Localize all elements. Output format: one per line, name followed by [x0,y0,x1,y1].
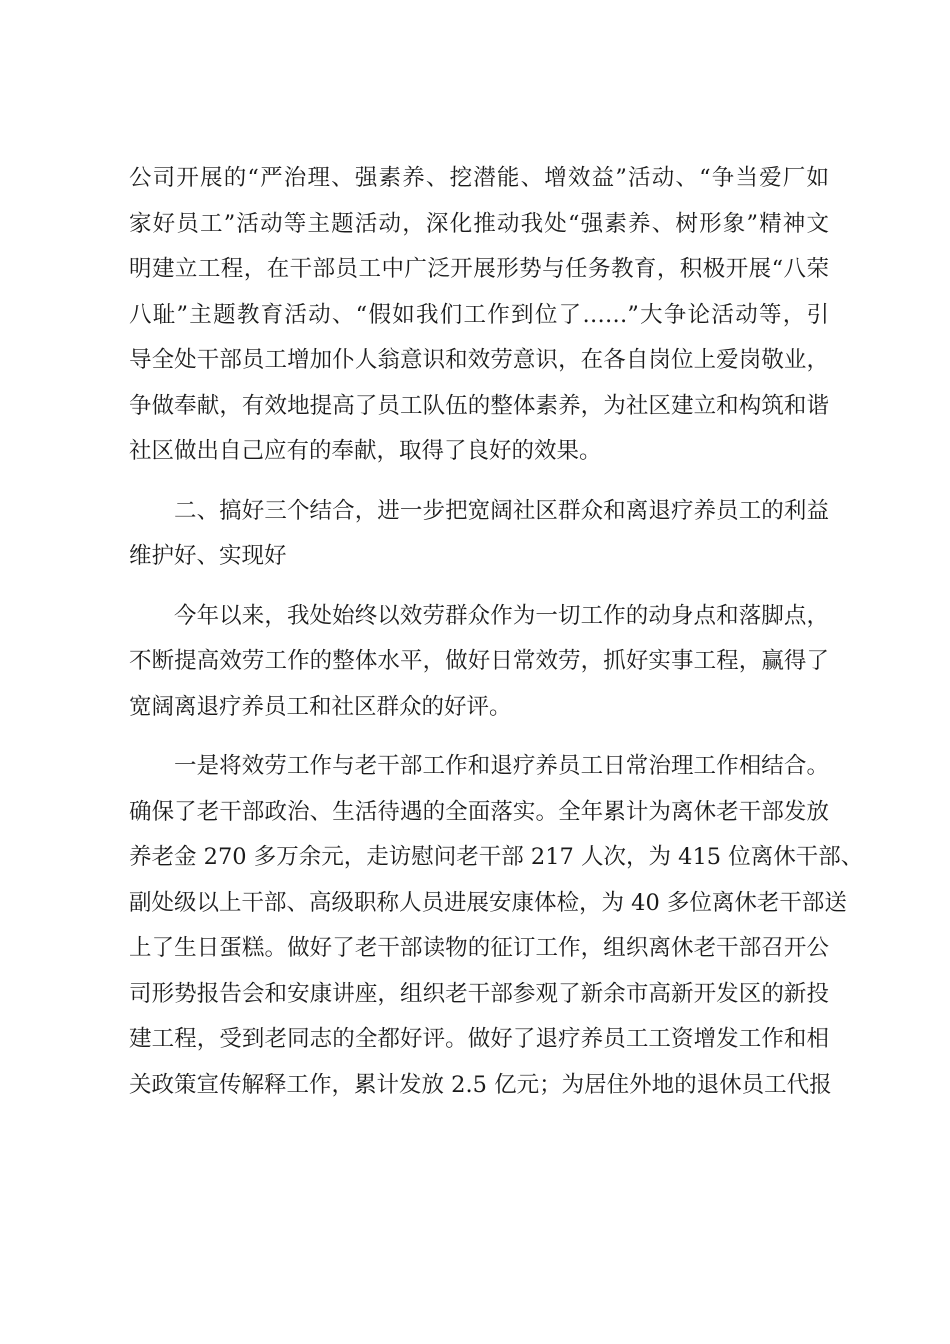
text-line: 社区做出自己应有的奉献，取得了良好的效果。 [129,438,602,464]
paragraph-spacer [129,580,829,594]
text-line: 家好员工”活动等主题活动，深化推动我处“强素养、树形象”精神文 [129,210,829,237]
text-line: 今年以来，我处始终以效劳群众作为一切工作的动身点和落脚点， [174,602,829,629]
text-line: 副处级以上干部、高级职称人员进展安康体检，为 40 多位离休老干部送 [129,889,847,916]
text-line: 建工程，受到老同志的全都好评。做好了退疗养员工工资增发工作和相 [129,1026,829,1052]
text-line: 维护好、实现好 [129,543,287,569]
text-line: 明建立工程，在干部员工中广泛开展形势与任务教育，积极开展“八荣 [129,256,829,282]
paragraph [129,156,829,475]
text-line: 一是将效劳工作与老干部工作和退疗养员工日常治理工作相结合。 [174,753,829,779]
text-line: 二、搞好三个结合，进一步把宽阔社区群众和离退疗养员工的利益 [174,497,829,524]
paragraph [129,594,829,731]
paragraph-spacer [129,730,829,744]
text-line: 不断提高效劳工作的整体水平，做好日常效劳，抓好实事工程，赢得了 [129,648,829,674]
text-line: 司形势报告会和安康讲座，组织老干部参观了新余市高新开发区的新投 [129,980,829,1007]
paragraph-spacer [129,475,829,489]
text-line: 宽阔离退疗养员工和社区群众的好评。 [129,693,512,720]
text-line: 确保了老干部政治、生活待遇的全面落实。全年累计为离休老干部发放 [129,798,829,825]
text-line: 争做奉献，有效地提高了员工队伍的整体素养，为社区建立和构筑和谐 [129,392,829,419]
text-line: 八耻”主题教育活动、“假如我们工作到位了……”大争论活动等，引 [129,301,829,328]
paragraph [129,744,864,1108]
document-body [129,156,864,1108]
text-line: 公司开展的“严治理、强素养、挖潜能、增效益”活动、“争当爱厂如 [129,165,829,191]
text-line: 上了生日蛋糕。做好了老干部读物的征订工作，组织离休老干部召开公 [129,935,829,961]
text-line: 养老金 270 多万余元，走访慰问老干部 217 人次，为 415 位离休干部、 [129,844,864,870]
section-heading [129,489,829,580]
text-line: 关政策宣传解释工作，累计发放 2.5 亿元；为居住外地的退休员工代报 [129,1071,832,1098]
text-line: 导全处干部员工增加仆人翁意识和效劳意识，在各自岗位上爱岗敬业， [129,347,829,373]
